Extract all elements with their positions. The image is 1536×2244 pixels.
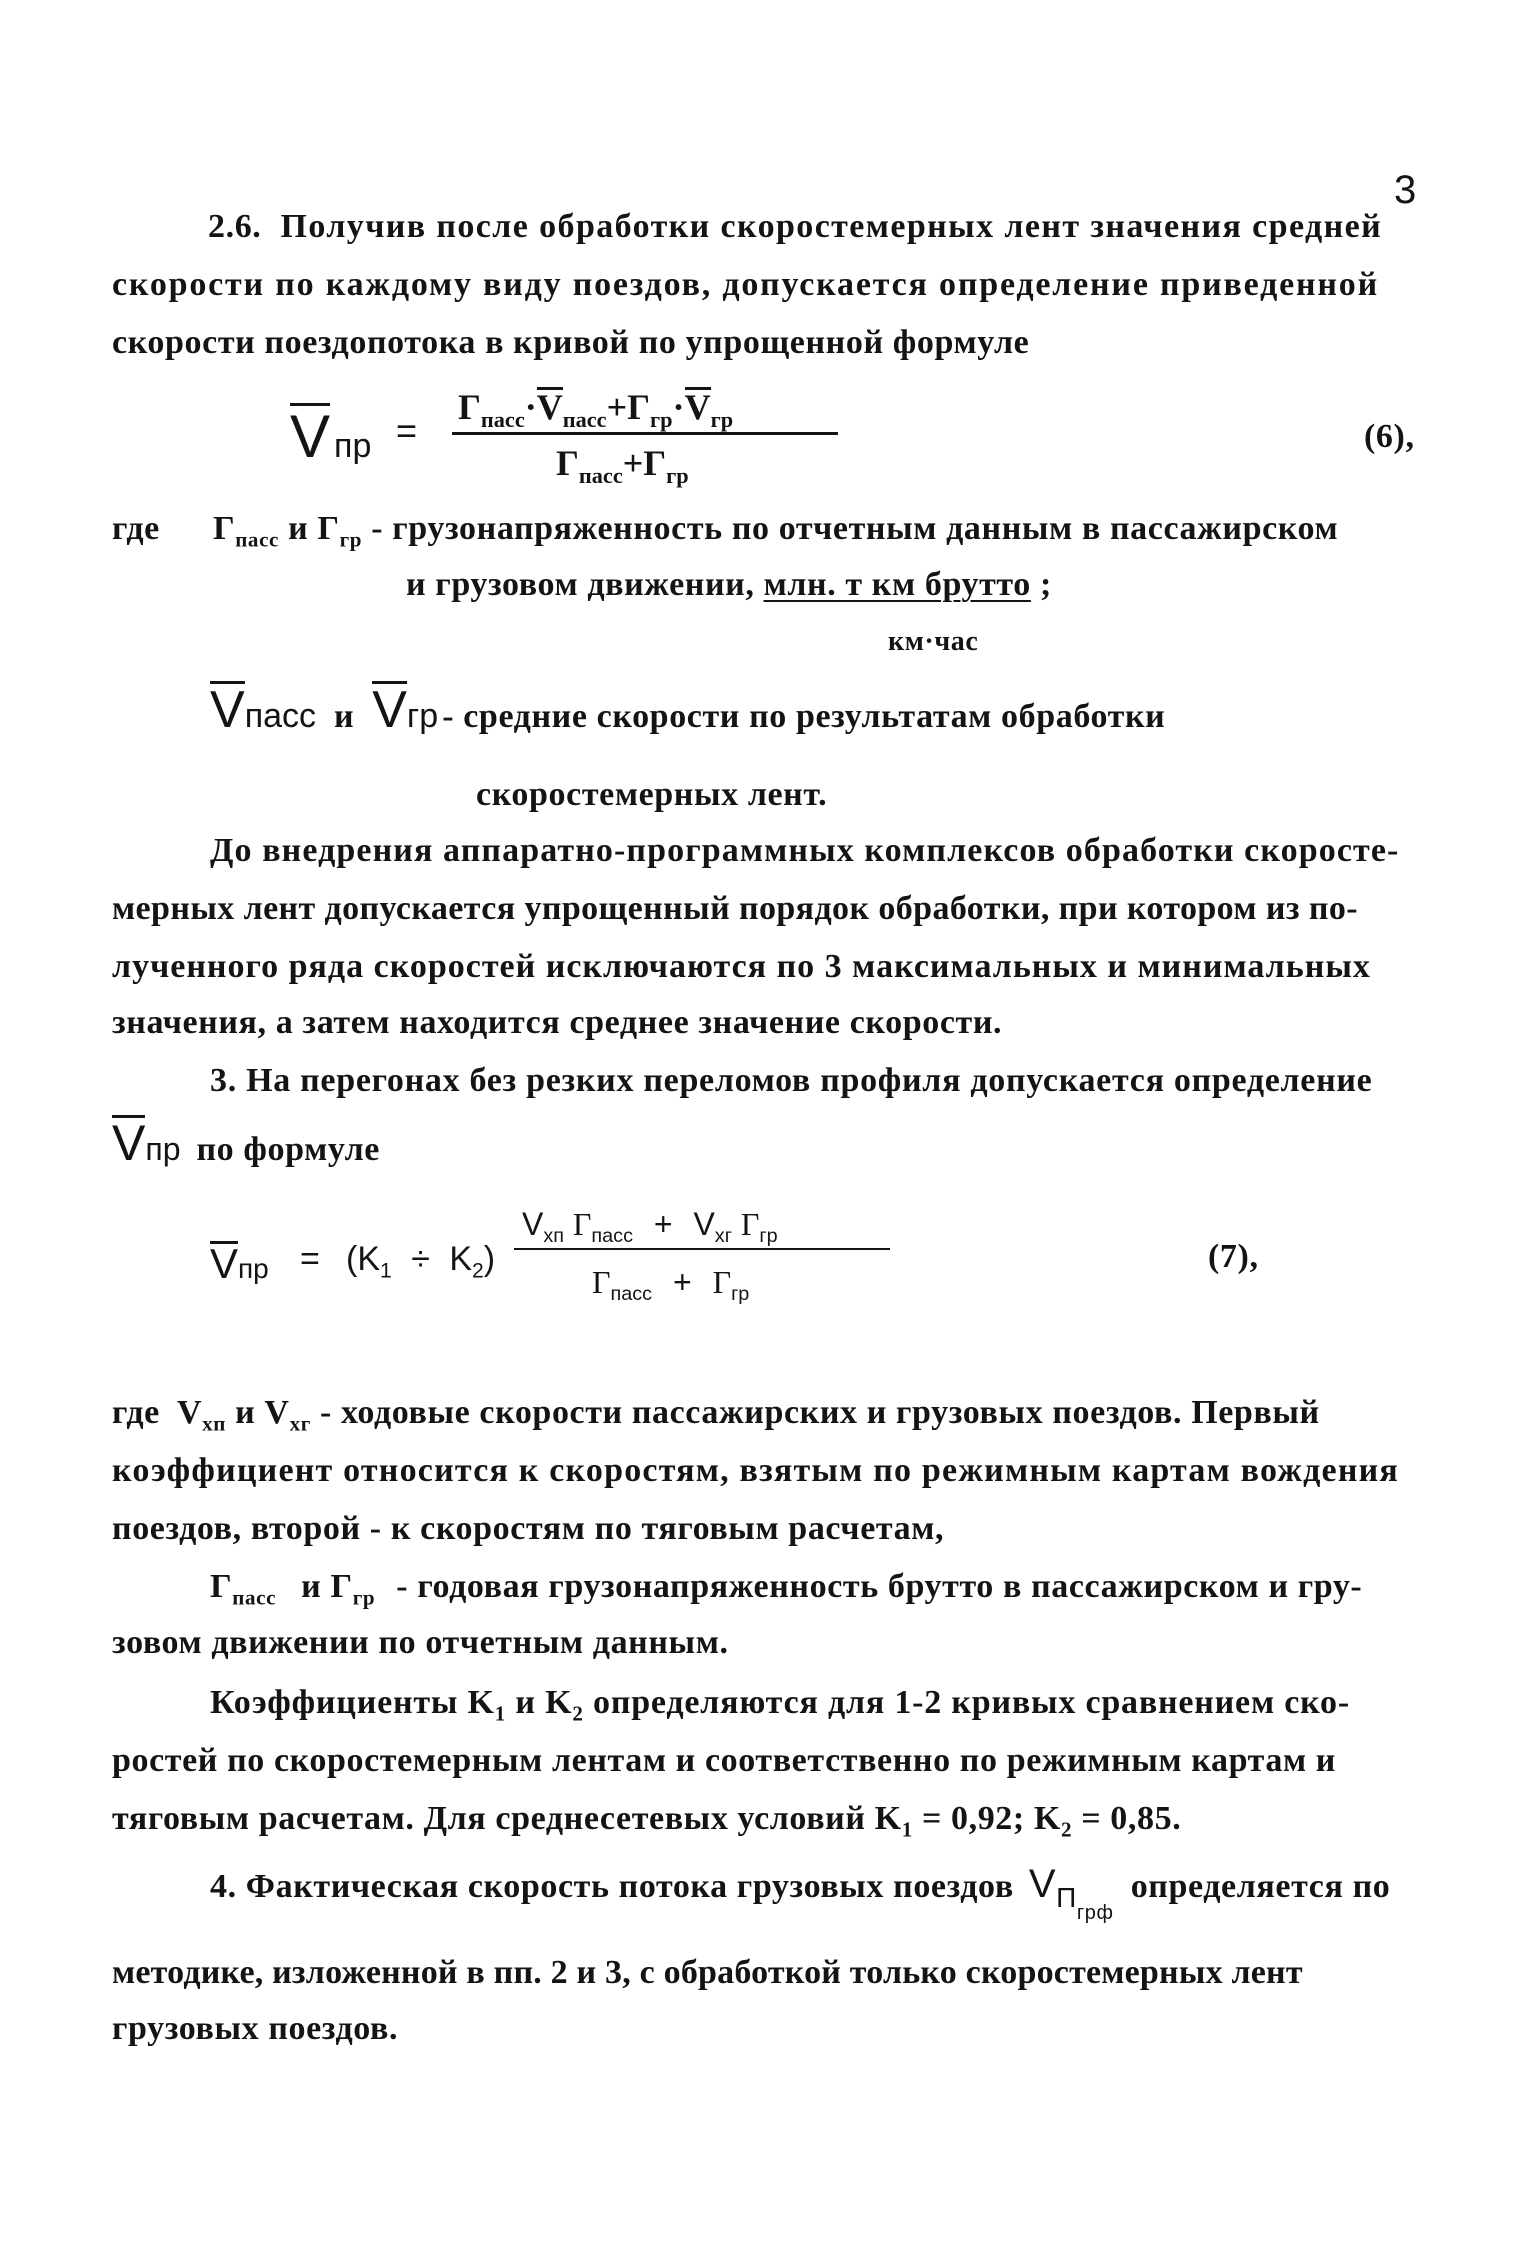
formula-7-equals: = (300, 1240, 320, 1278)
formula-7-number: (7), (1208, 1238, 1259, 1275)
section-2-6-line-2: скорости по каждому виду поездов, допускается определение приведенной (112, 266, 1379, 303)
unit-denominator: км·час (888, 626, 979, 657)
where-1-line-1: где $Г_{пасс}$ и $Г_{гр}$ - грузонапряженность по отчетным данным в пассажирском (112, 510, 1339, 552)
formula-7-denominator: $Г_{пасс} + Г_{гр}$ (592, 1264, 750, 1305)
section-3-line-1: 3. На перегонах без резких переломов профиля допускается определение (210, 1062, 1373, 1099)
coefficients-line-1: Коэффициенты $K_1$ и $K_2$ определяются для 1-2 кривых сравнением ско- (210, 1684, 1350, 1726)
coefficients-line-2: ростей по скоростемерным лентам и соответственно по режимным картам и (112, 1742, 1336, 1779)
where-3-line-1: где $V_{хп}$ и $V_{хг}$ - ходовые скорости пассажирских и грузовых поездов. Первый (112, 1394, 1320, 1436)
page-number: 3 (1394, 168, 1417, 212)
section-3-line-2: Vпр по формуле (112, 1115, 380, 1171)
coefficients-line-3: тяговым расчетам. Для среднесетевых условий $K_1 = 0,92$; $K_2 = 0,85$. (112, 1800, 1182, 1842)
paragraph-text: Получив после обработки скоростемерных лент значения средней (280, 208, 1383, 245)
section-4-line-1: 4. Фактическая скорость потока грузовых поездов $V_{Пгрф}$ определяется по (210, 1862, 1391, 1924)
formula-7-numerator: $V_{хп}$ $Г_{пасс} + V_{хг}$ $Г_{гр}$ (522, 1206, 778, 1247)
formula-6-lhs: Vпр (290, 403, 372, 470)
section-4-line-2: методике, изложенной в пп. 2 и 3, с обработкой только скоростемерных лент (112, 1954, 1303, 1991)
formula-7-fraction-bar (514, 1248, 890, 1250)
formula-6-equals: = (396, 410, 418, 451)
formula-7-lhs: Vпр (210, 1240, 269, 1287)
section-4-line-3: грузовых поездов. (112, 2010, 399, 2047)
where-2-line-2: скоростемерных лент. (476, 776, 828, 813)
pre-paragraph-line-3: лученного ряда скоростей исключаются по 3 максимальных и минимальных (112, 948, 1371, 985)
formula-6-denominator: $Г_{пасс}+Г_{гр}$ (556, 443, 689, 488)
section-2-6-line-3: скорости поездопотока в кривой по упрощенной формуле (112, 324, 1030, 361)
where-label: где (112, 510, 160, 547)
formula-6-number: (6), (1364, 418, 1415, 455)
formula-7-coefficients: $(K_1 \div K_2)$ (346, 1240, 496, 1283)
section-2-6-line-1 (208, 210, 1382, 244)
pre-paragraph-line-1: До внедрения аппаратно-программных комплексов обработки скоросте- (210, 832, 1400, 869)
where-3-line-5: зовом движении по отчетным данным. (112, 1624, 729, 1661)
where-1-line-2: и грузовом движении, млн. т км брутто ; (406, 566, 1052, 603)
unit-numerator: млн. т км брутто (763, 566, 1031, 603)
formula-6-numerator: $Г_{пасс}\cdot V_{пасс}+Г_{гр}\cdot V_{гр}$ (458, 387, 734, 432)
pre-paragraph-line-4: значения, а затем находится среднее значение скорости. (112, 1004, 1003, 1041)
pre-paragraph-line-2: мерных лент допускается упрощенный порядок обработки, при котором из по- (112, 890, 1358, 927)
formula-6-fraction-bar (452, 432, 838, 435)
where-2-line-1: Vпасс и Vгр - средние скорости по результатам обработки (210, 681, 1166, 739)
where-3-line-3: поездов, второй - к скоростям по тяговым расчетам, (112, 1510, 945, 1547)
section-number: 2.6. (208, 208, 262, 245)
where-3-line-2: коэффициент относится к скоростям, взятым по режимным картам вождения (112, 1452, 1400, 1489)
where-3-line-4: $Г_{пасс}$ и $Г_{гр}$ - годовая грузонапряженность брутто в пассажирском и гру- (210, 1568, 1363, 1610)
